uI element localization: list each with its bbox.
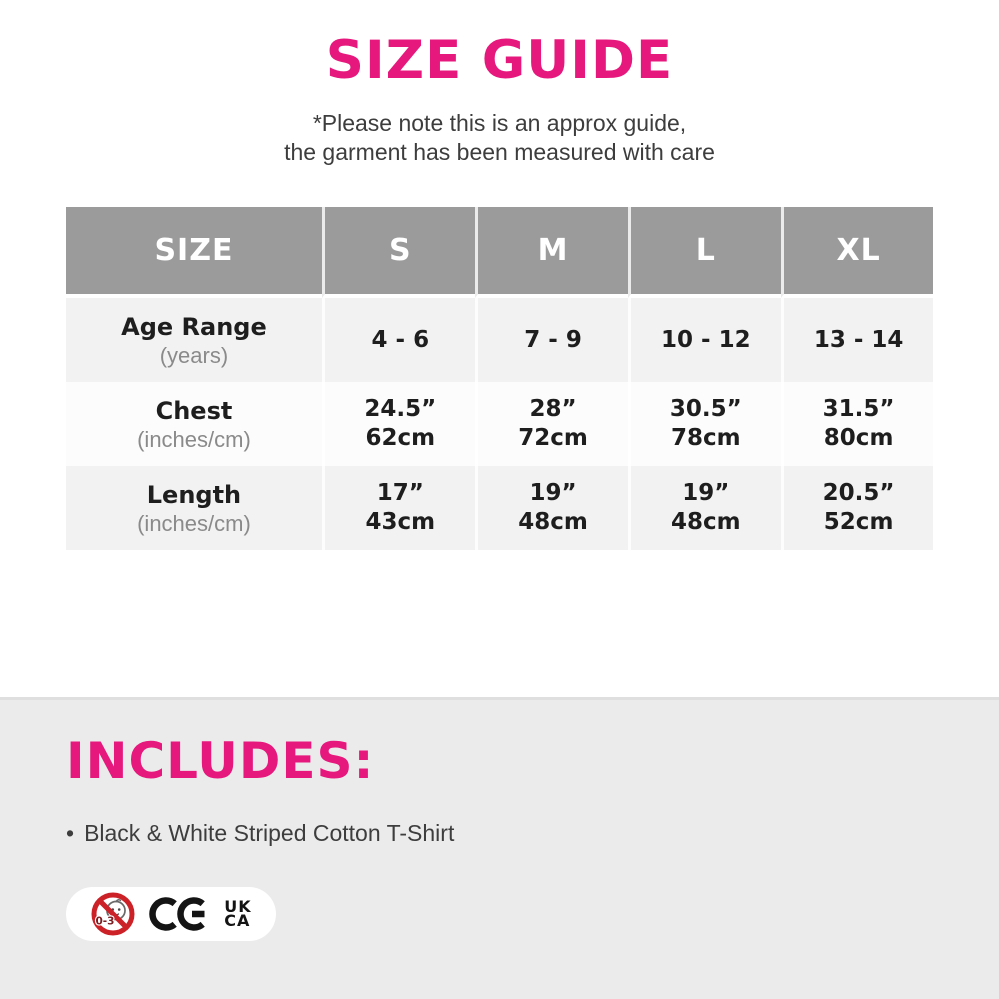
includes-title: INCLUDES: [66,732,375,790]
ukca-line-uk: UK [224,897,252,916]
age-xl-value: 13 - 14 [813,326,904,353]
table-cell-age-l [628,298,781,382]
ukca-mark-icon [224,897,252,930]
age-warning-label: 0-3 [95,915,115,928]
chest-xl-cm: 80cm [823,425,894,451]
size-table-header-l: L [628,207,781,298]
row-label-chest-sub: (inches/cm) [137,426,251,452]
chest-m-inches: 28” [529,396,577,422]
disclaimer-line-2: the garment has been measured with care [284,139,715,165]
length-s-cm: 43cm [365,509,436,535]
chest-l-inches: 30.5” [669,396,742,422]
table-cell-chest-l [628,382,781,466]
ukca-line-ca: CA [224,911,251,930]
table-cell-chest-m [475,382,628,466]
bullet-icon: • [66,820,75,846]
table-cell-length-s [322,466,475,550]
whitespace-spacer [0,550,999,697]
page-title: SIZE GUIDE [325,30,674,91]
length-m-inches: 19” [529,480,577,506]
length-l-cm: 48cm [671,509,741,535]
no-children-0-3-icon [90,891,136,937]
table-cell-chest-s [322,382,475,466]
size-table [66,207,934,550]
size-table-header-xl: XL [781,207,934,298]
length-xl-inches: 20.5” [822,480,895,506]
table-cell-length-m [475,466,628,550]
certification-badges-pill [66,887,276,941]
age-l-value: 10 - 12 [661,326,751,353]
age-m-value: 7 - 9 [524,326,582,353]
row-label-chest [66,382,323,466]
size-table-header-size: SIZE [66,207,323,298]
table-cell-age-m [475,298,628,382]
includes-list-item [66,820,999,847]
includes-item-text: Black & White Striped Cotton T-Shirt [84,820,455,846]
row-label-length [66,466,323,550]
chest-xl-inches: 31.5” [822,396,895,422]
table-cell-length-xl [781,466,934,550]
table-cell-chest-xl [781,382,934,466]
row-label-length-sub: (inches/cm) [137,510,251,536]
length-s-inches: 17” [376,480,424,506]
disclaimer-note [0,109,999,167]
ce-mark-icon [149,896,211,932]
size-table-header-s: S [322,207,475,298]
row-label-age-range-main: Age Range [121,312,267,341]
table-cell-age-s [322,298,475,382]
age-s-value: 4 - 6 [371,326,430,353]
disclaimer-line-1: *Please note this is an approx guide, [312,110,687,136]
chest-l-cm: 78cm [671,425,741,451]
row-label-age-range [66,298,323,382]
table-cell-age-xl [781,298,934,382]
length-m-cm: 48cm [518,509,588,535]
row-label-length-main: Length [146,480,242,509]
size-table-header-m: M [475,207,628,298]
chest-m-cm: 72cm [518,425,588,451]
includes-section [0,697,999,999]
length-xl-cm: 52cm [823,509,894,535]
row-label-age-range-sub: (years) [159,342,229,368]
row-label-chest-main: Chest [155,396,233,425]
table-cell-length-l [628,466,781,550]
length-l-inches: 19” [682,480,730,506]
chest-s-cm: 62cm [365,425,436,451]
chest-s-inches: 24.5” [364,396,437,422]
